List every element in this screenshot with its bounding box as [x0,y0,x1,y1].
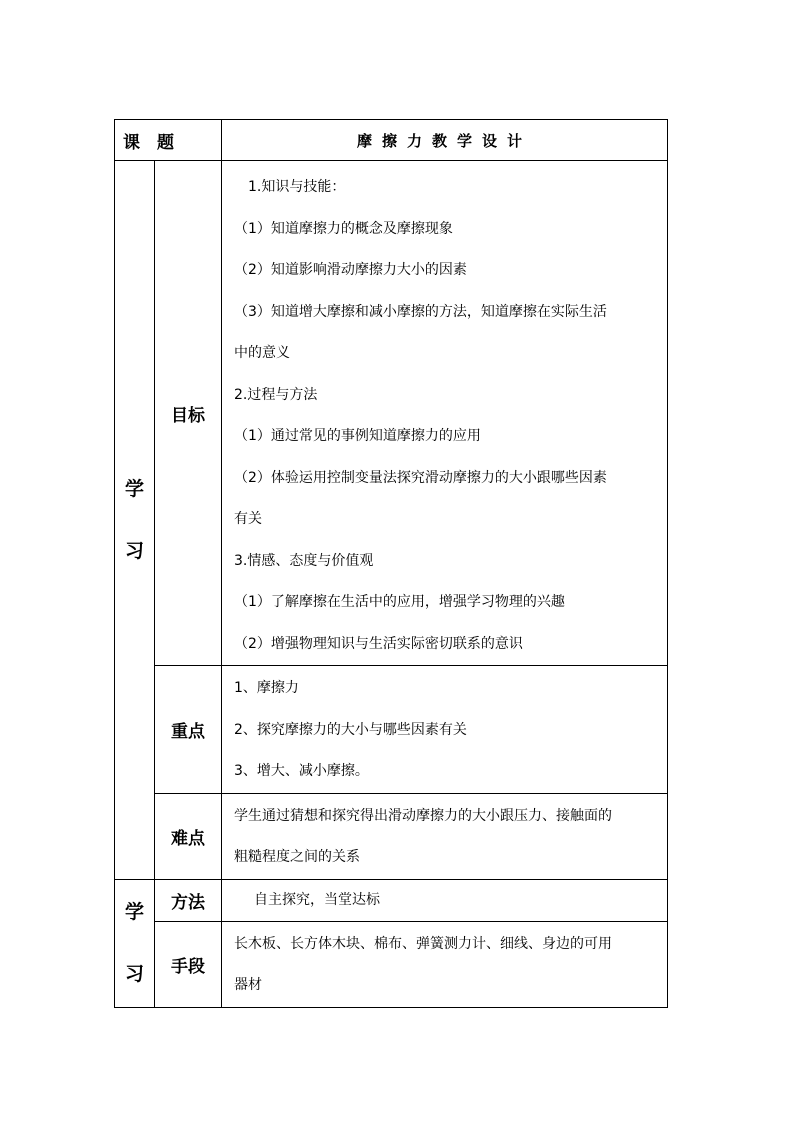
means-line: 器材 [234,977,262,993]
difficulties-label: 难点 [155,793,222,879]
objective-line: （1）了解摩擦在生活中的应用，增强学习物理的兴趣 [234,594,565,610]
means-line: 长木板、长方体木块、棉布、弹簧测力计、细线、身边的可用 [234,935,612,952]
method-text: 自主探究，当堂达标 [254,891,380,908]
header-row [115,120,668,161]
difficulties-content [222,793,668,879]
key-point-line: 3、增大、减小摩擦。 [234,763,369,779]
objective-line: （1）通过常见的事例知道摩擦力的应用 [234,428,481,444]
lesson-plan-table [114,119,668,1008]
objective-line: 有关 [234,511,262,527]
objective-line: 2.过程与方法 [234,386,318,403]
document-title: 摩擦力教学设计 [222,120,668,161]
key-points-content [222,666,668,794]
key-points-row [115,666,668,794]
objectives-row [115,161,668,666]
key-points-label: 重点 [155,666,222,794]
method-row [115,879,668,921]
objective-line: 中的意义 [234,345,290,361]
objectives-content [222,161,668,666]
objective-line: （1）知道摩擦力的概念及摩擦现象 [234,220,453,237]
key-point-line: 2、探究摩擦力的大小与哪些因素有关 [234,721,467,738]
means-content [222,921,668,1007]
objective-line: 1.知识与技能： [248,179,346,195]
header-label: 课 题 [115,120,222,161]
objective-line: 3.情感、态度与价值观 [234,552,374,569]
objective-line: （2）增强物理知识与生活实际密切联系的意识 [234,635,523,652]
learning-label [115,161,155,880]
key-point-line: 1、摩擦力 [234,680,299,696]
objective-line: （3）知道增大摩擦和减小摩擦的方法，知道摩擦在实际生活 [234,303,607,320]
learning-label-char1: 学 [124,477,144,500]
difficulty-line: 粗糙程度之间的关系 [234,849,360,865]
difficulty-line: 学生通过猜想和探究得出滑动摩擦力的大小跟压力、接触面的 [234,807,612,824]
method-content [222,879,668,921]
objective-line: （2）知道影响滑动摩擦力大小的因素 [234,262,467,278]
objectives-label: 目标 [155,161,222,666]
means-row [115,921,668,1007]
difficulties-row [115,793,668,879]
method-section-label-char1: 学 [124,901,144,923]
learning-label-char2: 习 [124,539,144,562]
objective-line: （2）体验运用控制变量法探究滑动摩擦力的大小跟哪些因素 [234,469,607,486]
method-section-label-char2: 习 [124,963,144,985]
method-label: 方法 [155,879,222,921]
method-section-label [115,879,155,1007]
means-label: 手段 [155,921,222,1007]
